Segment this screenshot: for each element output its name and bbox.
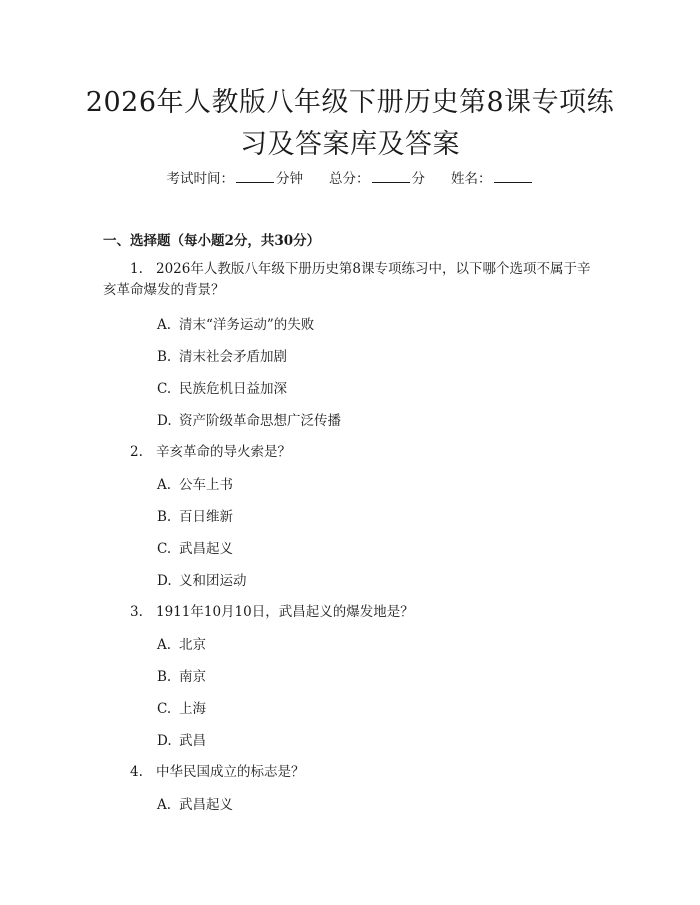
option-text: 武昌起义 <box>179 541 233 557</box>
option-text: 武昌 <box>179 733 206 749</box>
question-3 <box>103 602 603 623</box>
time-label: 考试时间： <box>166 171 234 187</box>
option-letter: B. <box>157 349 172 365</box>
time-blank <box>236 170 274 183</box>
question-text: 1911年10月10日，武昌起义的爆发地是？ <box>156 604 414 620</box>
time-unit: 分钟 <box>276 171 303 187</box>
q2-option-a <box>157 476 233 494</box>
name-label: 姓名： <box>451 171 492 187</box>
option-letter: A. <box>157 477 172 493</box>
title-line-2: 习及答案库及答案 <box>240 129 460 160</box>
option-letter: A. <box>157 317 172 333</box>
option-letter: D. <box>157 573 172 589</box>
question-number: 4. <box>130 764 143 780</box>
title-line-1: 2026年人教版八年级下册历史第8课专项练 <box>85 87 615 118</box>
option-text: 百日维新 <box>179 509 233 525</box>
question-text: 2026年人教版八年级下册历史第8课专项练习中，以下哪个选项不属于辛亥革命爆发的背景？ <box>103 261 591 298</box>
score-unit: 分 <box>411 171 425 187</box>
option-letter: B. <box>157 669 172 685</box>
q2-option-d <box>157 572 247 590</box>
q3-option-a <box>157 636 206 654</box>
q3-option-b <box>157 668 206 686</box>
q2-option-b <box>157 508 233 526</box>
question-text: 辛亥革命的导火索是？ <box>156 444 291 460</box>
q1-option-c <box>157 380 287 398</box>
q3-option-c <box>157 700 206 718</box>
option-text: 武昌起义 <box>179 797 233 813</box>
option-text: 清末“洋务运动”的失败 <box>179 317 315 333</box>
option-letter: A. <box>157 797 172 813</box>
question-1 <box>103 259 603 301</box>
score-label: 总分： <box>329 171 370 187</box>
question-4 <box>103 762 603 783</box>
option-letter: A. <box>157 637 172 653</box>
q1-option-a <box>157 316 314 334</box>
question-number: 1. <box>130 261 143 277</box>
q1-option-d <box>157 412 341 430</box>
option-letter: C. <box>157 381 172 397</box>
name-blank <box>494 170 532 183</box>
question-2 <box>103 442 603 463</box>
option-text: 清末社会矛盾加剧 <box>179 349 287 365</box>
score-blank <box>372 170 410 183</box>
option-text: 民族危机日益加深 <box>179 381 287 397</box>
question-number: 3. <box>130 604 143 620</box>
option-letter: C. <box>157 701 172 717</box>
option-text: 公车上书 <box>179 477 233 493</box>
section-heading: 一、选择题（每小题2分，共30分） <box>103 233 321 249</box>
option-letter: D. <box>157 413 172 429</box>
q1-option-b <box>157 348 287 366</box>
option-letter: B. <box>157 509 172 525</box>
option-text: 资产阶级革命思想广泛传播 <box>179 413 341 429</box>
q3-option-d <box>157 732 206 750</box>
question-text: 中华民国成立的标志是？ <box>156 764 305 780</box>
q2-option-c <box>157 540 233 558</box>
question-number: 2. <box>130 444 143 460</box>
option-letter: C. <box>157 541 172 557</box>
q4-option-a <box>157 796 233 814</box>
document-title <box>60 82 640 166</box>
option-text: 义和团运动 <box>179 573 247 589</box>
option-text: 上海 <box>179 701 206 717</box>
option-text: 南京 <box>179 669 206 685</box>
option-letter: D. <box>157 733 172 749</box>
option-text: 北京 <box>179 637 206 653</box>
exam-meta <box>0 170 700 188</box>
